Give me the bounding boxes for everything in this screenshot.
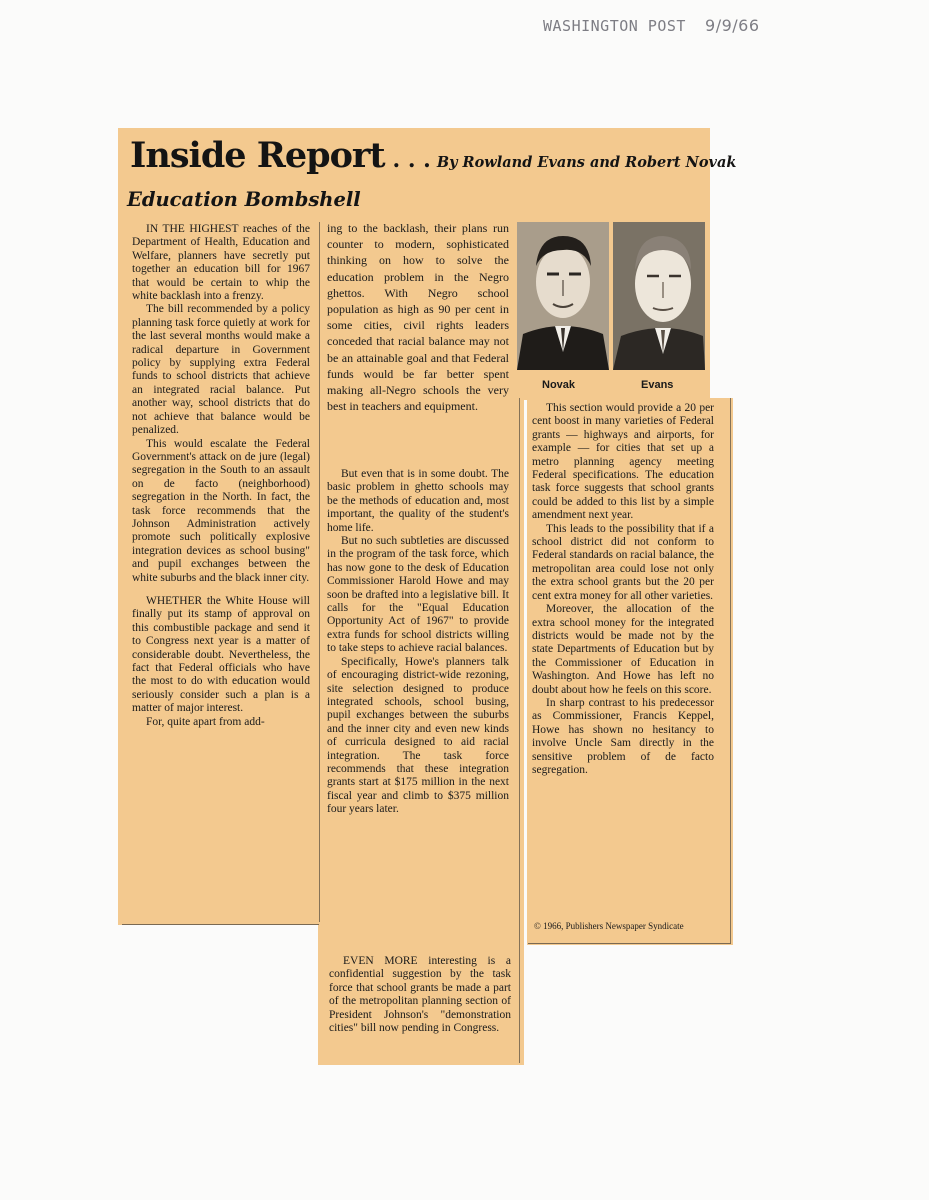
photo-caption-right: Evans — [641, 379, 674, 391]
stamp-source: WASHINGTON POST — [543, 17, 686, 35]
stamp-date: 9/9/66 — [705, 16, 760, 35]
col3-paragraph: This section would provide a 20 per cent boost in many varieties of Federal grants — highways and airports, for example — for cities that set up a metro planning agency meeting Federal specifications. The education task force suggests that school grants could be added to this list by a simple amendment next year. — [532, 402, 714, 522]
col1-paragraph: For, quite apart from add- — [146, 715, 265, 728]
header-dots: . . . — [392, 147, 431, 173]
col2-paragraph: EVEN MORE interesting is a confidential suggestion by the task force that school grants be made a part of the metropolitan planning section of President Johnson's "demonstration cities" bill now pending in Congress. — [329, 955, 511, 1035]
col3-paragraph: Moreover, the allocation of the extra school money for the integrated districts would be made not by the state Departments of Education but by the Commissioner of Education in Washington. And Howe has left no doubt about how he feels on this score. — [532, 603, 714, 696]
col1-paragraph: The bill recommended by a policy planning task force quietly at work for the last several months would make a radical departure in Government policy by supplying extra Federal funds to school districts that achieve an integrated racial balance. Put another way, school districts that do not achieve that balance would be penalized. — [132, 303, 310, 437]
article-column-2-middle — [327, 468, 509, 817]
column-rule-2 — [519, 398, 520, 1063]
col1-paragraph: This would escalate the Federal Government's attack on de jure (legal) segregation in the South to an assault on de facto (neighborhood) segregation in the North. In fact, the task force recommends that the Johnson Administration actively promote such politically explosive integration devices as school busing" and pupil exchanges between the white suburbs and the black inner city. — [132, 437, 310, 584]
header-byline: By Rowland Evans and Robert Novak — [436, 154, 737, 171]
col2-paragraph: Specifically, Howe's planners talk of encouraging district-wide rezoning, site selection designed to produce integrated schools, school busing, pupil exchanges between the suburbs and the inner city and even new kinds of curricula designed to aid racial integration. The task force recommends that these integration grants start at $175 million in the next fiscal year and climb to $375 million four years later. — [327, 655, 509, 816]
article-column-2-top — [327, 220, 509, 414]
novak-photo — [517, 222, 609, 370]
column-rule-3 — [730, 398, 731, 943]
evans-photo — [613, 222, 705, 370]
article-column-1 — [132, 223, 310, 729]
col1-paragraph: IN THE HIGHEST reaches of the Department of Health, Education and Welfare, planners have secretly put together an education bill for 1967 that would be certain to whip the white backlash into a frenzy. — [132, 223, 310, 303]
article-column-2-bottom — [329, 955, 511, 1035]
col2-paragraph: But even that is in some doubt. The basic problem in ghetto schools may be the methods of education and, most important, the quality of the student's home life. — [327, 468, 509, 534]
bottom-rule-1 — [122, 924, 319, 925]
col1-paragraph: WHETHER the White House will finally put its stamp of approval on this combustible package and send it to Congress next year is a matter of considerable doubt. Nevertheless, the fact that Federal officials who have the most to do with education would seriously consider such a plan is a matter of major interest. — [132, 594, 310, 715]
col2-paragraph: But no such subtleties are discussed in the program of the task force, which has now gone to the desk of Education Commissioner Harold Howe and may soon be drafted into a legislative bill. It calls for the "Equal Education Opportunity Act of 1967" to provide extra funds for school districts willing to take steps to achieve racial balances. — [327, 535, 509, 655]
article-headline: Education Bombshell — [127, 188, 361, 211]
photo-caption-left: Novak — [542, 379, 576, 391]
column-header — [130, 135, 737, 177]
header-title: Inside Report — [130, 135, 385, 176]
col3-paragraph: In sharp contrast to his predecessor as Commissioner, Francis Keppel, Howe has shown no hesitancy to involve Uncle Sam directly in the sensitive problem of de facto segregation. — [532, 696, 714, 776]
col2-paragraph: ing to the backlash, their plans run counter to modern, sophisticated thinking on how to solve the education problem in the Negro ghettos. With Negro school population as high as 90 per cent in some cities, civil rights leaders conceded that racial balance may not be an attainable goal and that Federal funds would be far better spent making all-Negro schools the very best in teachers and equipment. — [327, 221, 509, 414]
column-rule-1 — [319, 222, 320, 922]
bottom-rule-3 — [528, 943, 731, 944]
col3-paragraph: This leads to the possibility that if a school district did not conform to Federal standards on racial balance, the metropolitan area could lose not only the extra school grants but the 20 per cent extra money for all other varieties. — [532, 522, 714, 602]
copyright-credit: © 1966, Publishers Newspaper Syndicate — [534, 921, 684, 931]
article-column-3 — [532, 402, 714, 777]
archive-stamp — [543, 16, 760, 35]
